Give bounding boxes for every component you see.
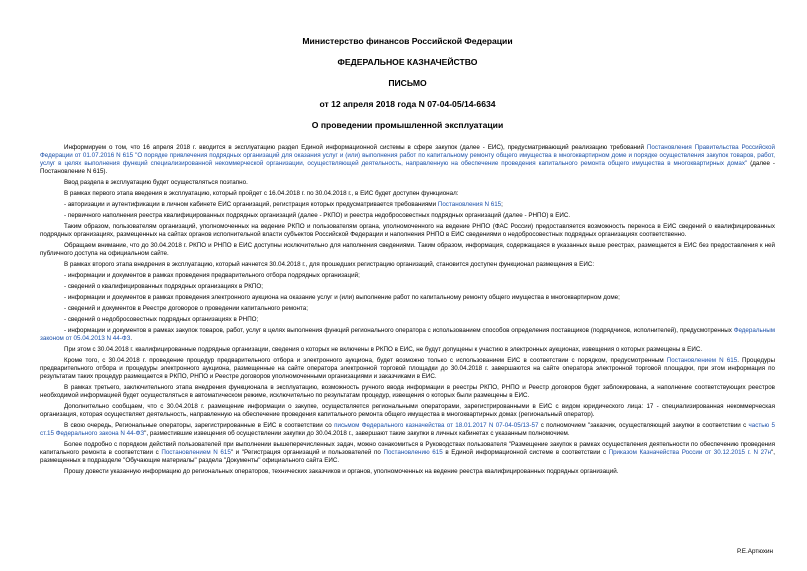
document-link[interactable]: Федеральным законом от 05.04.2013 N 44-ФЗ: [40, 327, 775, 342]
paragraph: [40, 190, 775, 198]
paragraph-text: Обращаем внимание, что до 30.04.2018 г. РКПО и РНПО в ЕИС доступны исключительно для наполнения сведениями. Таким образом, информация, содержащаяся в указанных выше реестрах, размещается в ЕИС без предоставления к ней публичного доступа на официальном сайте.: [40, 242, 775, 257]
document-link[interactable]: Постановления Правительства Российской Федерации от 01.07.2016 N 615 "О порядке привлечения подрядных организаций для оказания услуг и (или) выполнения работ по капитальному ремонту общего имущества в многоквартирном доме и порядке осуществления закупок товаров, работ, услуг в целях выполнения функций специализированной некоммерческой организации, осуществляющей деятельность, направленную на обеспечение проведения капитального ремонта общего имущества в многоквартирных домах": [40, 144, 775, 167]
paragraph-text: Ввод раздела в эксплуатацию будет осуществляться поэтапно.: [64, 179, 248, 186]
paragraph-text: в Единой информационной системе в соответствии с: [442, 449, 609, 456]
document-type: ПИСЬМО: [388, 78, 427, 88]
paragraph: [40, 144, 775, 176]
document-body: [40, 144, 775, 476]
document-link[interactable]: Постановлением N 615: [161, 449, 231, 456]
paragraph-text: - информации и документов в рамках закупок товаров, работ, услуг в целях выполнения функций регионального оператора с использованием способов определения поставщиков (подрядчиков, исполнителей), предусмотренных: [64, 327, 734, 334]
document-date-number: от 12 апреля 2018 года N 07-04-05/14-6634: [319, 99, 496, 109]
paragraph-text: В рамках первого этапа введения в эксплуатацию, который пройдет с 16.04.2018 г. по 30.04.2018 г., в ЕИС будет доступен функционал:: [64, 190, 459, 197]
paragraph: [40, 212, 775, 220]
paragraph-text: - первичного наполнения реестра квалифицированных подрядных организаций (далее - РКПО) и реестра недобросовестных подрядных организаций (далее - РНПО) в ЕИС.: [64, 212, 571, 219]
paragraph: [40, 223, 775, 239]
paragraph-text: (далее - Постановление N 615).: [40, 160, 775, 175]
paragraph-text: Информируем о том, что 16 апреля 2018 г. вводится в эксплуатацию раздел Единой информационной системы в сфере закупок (далее - ЕИС), предусматривающий реализацию требований: [64, 144, 647, 151]
paragraph: [40, 316, 775, 324]
paragraph: [40, 261, 775, 269]
paragraph: [40, 327, 775, 343]
ministry-name: Министерство финансов Российской Федерации: [302, 36, 513, 46]
paragraph: [40, 242, 775, 258]
paragraph-text: Дополнительно сообщаем, что с 30.04.2018 г. размещение информации о закупке, осуществляется региональными операторами, зарегистрированными в ЕИС с видом юридического лица: 17 - специализированная некоммерческая организация, которая осуществляет деятельность, направленную на обеспечение проведения капитального ремонта общего имущества в многоквартирных домах (региональный оператор).: [40, 403, 775, 418]
paragraph: [40, 294, 775, 302]
document-title: О проведении промышленной эксплуатации: [311, 120, 504, 130]
document-link[interactable]: Постановлению 615: [383, 449, 443, 456]
paragraph-text: - информации и документов в рамках проведения предварительного отбора подрядных организаций;: [64, 272, 360, 279]
paragraph: [40, 357, 775, 381]
paragraph-text: Прошу довести указанную информацию до региональных операторов, технических заказчиков и органов, уполномоченных на ведение реестра квалифицированных подрядных организаций.: [64, 468, 619, 475]
paragraph: [40, 272, 775, 280]
paragraph-text: . Процедуры предварительного отбора и процедуры электронного аукциона, размещенные на сайте оператора электронной торговой площадки до 30.04.2018 г. завершаются на сайте оператора электронной торговой площадки, при этом информация по результатам таких процедур размещается в РКПО, РНПО и Реестре договоров уполномоченными организациями и заказчиками в ЕИС.: [40, 357, 776, 380]
paragraph: [40, 346, 775, 354]
paragraph-text: В рамках третьего, заключительного этапа внедрения функционала в эксплуатацию, возможность ручного ввода информации в реестры РКПО, РНПО и Реестр договоров будет заблокирована, а наполнение соответствующих реестров необходимой информацией будет осуществляться в автоматическом режиме, исключительно по результатам процедур, извещения о которых были размещены в ЕИС.: [40, 384, 775, 399]
paragraph: [40, 179, 775, 187]
paragraph-text: .: [130, 335, 133, 342]
signature: Р.Е.Артюхин: [737, 548, 773, 555]
paragraph-text: ", разместившие извещения об осуществлении закупки до 30.04.2018 г., завершают такие закупки в личных кабинетах с указанным полномочием.: [144, 430, 570, 437]
paragraph-text: В рамках второго этапа внедрения в эксплуатацию, который начнется 30.04.2018 г., для прошедших регистрацию организаций, становится доступен функционал размещения в ЕИС:: [64, 261, 595, 268]
paragraph: [40, 201, 775, 209]
paragraph-text: - информации и документов в рамках проведения электронного аукциона на оказание услуг и (или) выполнение работ по капитальному ремонту общего имущества в многоквартирном доме;: [64, 294, 620, 301]
paragraph: [40, 403, 775, 419]
paragraph-text: Более подробно с порядком действий пользователей при выполнении вышеперечисленных задач, можно ознакомиться в Руководствах пользователя "Размещение закупок в рамках осуществления деятельности по обеспечению проведения капитального ремонта в соответствии с: [40, 441, 775, 456]
paragraph: [40, 468, 775, 476]
paragraph: [40, 422, 775, 438]
paragraph-text: Кроме того, с 30.04.2018 г. проведение процедур предварительного отбора и электронного аукциона, будет возможно только с использованием ЕИС в соответствии с порядком, предусмотренным: [64, 357, 667, 364]
paragraph-text: Таким образом, пользователям организаций, уполномоченных на ведение РКПО и пользователям органа, уполномоченного на ведение РНПО (ФАС России) предоставляется возможность переноса в ЕИС сведений о квалифицированных подрядных организациях, размещенных на сайтах органов исполнительной власти субъектов Российской Федерации и наполнения РНПО в ЕИС сведениями о недобросовестных подрядных организациях соответственно.: [40, 223, 775, 238]
paragraph-text: При этом с 30.04.2018 г. квалифицированные подрядные организации, сведения о которых не включены в РКПО в ЕИС, не будут допущены к участию в электронных аукционах, извещения о которых размещены в ЕИС.: [64, 346, 703, 353]
document-link[interactable]: Постановлением N 615: [666, 357, 738, 364]
paragraph-text: ", размещенных в подразделе "Обучающие материалы" раздела "Документы" официального сайта ЕИС.: [40, 449, 775, 464]
paragraph-text: - авторизации и аутентификации в личном кабинете ЕИС организаций, регистрация которых предусматривается требованиями: [64, 201, 438, 208]
paragraph: [40, 283, 775, 291]
paragraph-text: с полномочием "заказчик, осуществляющий закупки в соответствии с: [538, 422, 749, 429]
paragraph-text: ;: [501, 201, 503, 208]
paragraph-text: - сведений о недобросовестных подрядных организациях в РНПО;: [64, 316, 259, 323]
agency-name: ФЕДЕРАЛЬНОЕ КАЗНАЧЕЙСТВО: [337, 57, 478, 67]
document-link[interactable]: Постановления N 615: [437, 201, 502, 208]
document-link[interactable]: письмом Федерального казначейства от 18.01.2017 N 07-04-05/13-57: [334, 422, 539, 429]
paragraph: [40, 305, 775, 313]
document-header: [40, 36, 775, 130]
document-link[interactable]: Приказом Казначейства России от 30.12.2015 г. N 27н: [608, 449, 772, 456]
document-link[interactable]: частью 5 ст.15 Федерального закона N 44-ФЗ: [40, 422, 775, 437]
paragraph: [40, 384, 775, 400]
paragraph-text: " и "Регистрация организаций и пользователей по: [230, 449, 384, 456]
paragraph-text: - сведений и документов в Реестре договоров о проведении капитального ремонта;: [64, 305, 308, 312]
paragraph-text: В свою очередь, Региональные операторы, зарегистрированные в ЕИС в соответствии со: [64, 422, 335, 429]
paragraph: [40, 441, 775, 465]
paragraph-text: - сведений о квалифицированных подрядных организациях в РКПО;: [64, 283, 264, 290]
